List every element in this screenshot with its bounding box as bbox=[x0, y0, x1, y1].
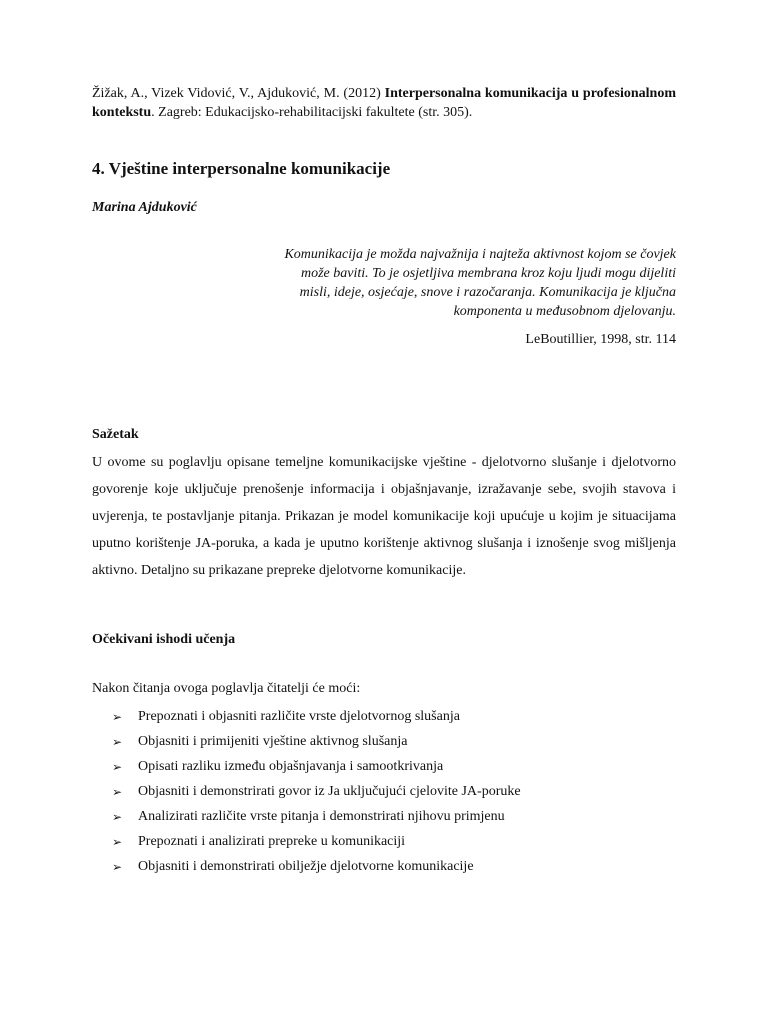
outcomes-intro: Nakon čitanja ovoga poglavlja čitatelji će moći: bbox=[92, 681, 361, 696]
chapter-title: 4. Vještine interpersonalne komunikacije bbox=[92, 159, 391, 178]
citation-title: Interpersonalna komunikacija u profesionalnom kontekstu bbox=[92, 86, 676, 120]
epigraph-line: Komunikacija je možda najvažnija i najteža aktivnost kojom se čovjek bbox=[284, 247, 676, 262]
abstract-text: U ovome su poglavlju opisane temeljne komunikacijske vještine - djelotvorno slušanje i djelotvorno govorenje koje uključuje prenošenje informacija i objašnjavanje, izražavanje sebe, svojih stavova i uvjerenja, te postavljanje pitanja. Prikazan je model komunikacije koji upućuje u kojim je situacijama uputno korištenje JA-poruka, a kada je uputno korištenje aktivnog slušanja i iznošenje svog mišljenja aktivno. Detaljno su prikazane prepreke djelotvorne komunikacije. bbox=[92, 455, 676, 578]
citation bbox=[92, 84, 676, 122]
citation-authors: Žižak, A., Vizek Vidović, V., Ajduković, M. (2012) bbox=[92, 86, 385, 101]
arrow-bullet-icon: ➢ bbox=[112, 709, 123, 724]
outcomes-heading: Očekivani ishodi učenja bbox=[92, 632, 236, 647]
list-item bbox=[112, 754, 521, 779]
list-item-text: Objasniti i primijeniti vještine aktivnog slušanja bbox=[138, 733, 408, 749]
arrow-bullet-icon: ➢ bbox=[112, 859, 123, 874]
epigraph-line: komponenta u međusobnom djelovanju. bbox=[453, 304, 676, 319]
abstract-heading: Sažetak bbox=[92, 427, 139, 442]
list-item-text: Objasniti i demonstrirati obilježje djelotvorne komunikacije bbox=[138, 858, 474, 874]
outcomes-list bbox=[112, 704, 521, 879]
chapter-author: Marina Ajduković bbox=[92, 200, 197, 215]
list-item bbox=[112, 804, 521, 829]
list-item-text: Analizirati različite vrste pitanja i demonstrirati njihovu primjenu bbox=[138, 808, 505, 824]
epigraph-source: LeBoutillier, 1998, str. 114 bbox=[525, 332, 676, 347]
epigraph-quote bbox=[232, 245, 676, 321]
list-item bbox=[112, 829, 521, 854]
list-item-text: Opisati razliku između objašnjavanja i samootkrivanja bbox=[138, 758, 444, 774]
epigraph-line: može baviti. To je osjetljiva membrana kroz koju ljudi mogu dijeliti bbox=[301, 266, 676, 281]
list-item bbox=[112, 854, 521, 879]
list-item bbox=[112, 729, 521, 754]
citation-publisher: . Zagreb: Edukacijsko-rehabilitacijski fakultete (str. 305). bbox=[151, 105, 473, 120]
list-item-text: Prepoznati i objasniti različite vrste djelotvornog slušanja bbox=[138, 708, 460, 724]
arrow-bullet-icon: ➢ bbox=[112, 759, 123, 774]
arrow-bullet-icon: ➢ bbox=[112, 809, 123, 824]
arrow-bullet-icon: ➢ bbox=[112, 784, 123, 799]
arrow-bullet-icon: ➢ bbox=[112, 734, 123, 749]
epigraph-line: misli, ideje, osjećaje, snove i razočaranja. Komunikacija je ključna bbox=[299, 285, 676, 300]
list-item-text: Objasniti i demonstrirati govor iz Ja uključujući cjelovite JA-poruke bbox=[138, 783, 521, 799]
arrow-bullet-icon: ➢ bbox=[112, 834, 123, 849]
list-item-text: Prepoznati i analizirati prepreke u komunikaciji bbox=[138, 833, 406, 849]
list-item bbox=[112, 704, 521, 729]
list-item bbox=[112, 779, 521, 804]
